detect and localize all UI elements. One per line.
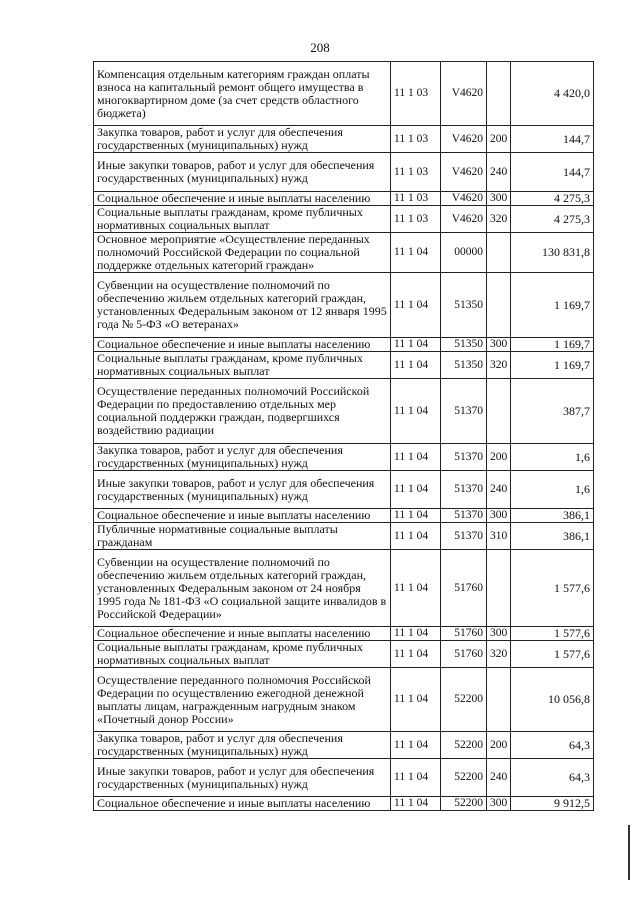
row-target-code: 51370 xyxy=(441,444,487,471)
table-row xyxy=(94,641,594,668)
row-name: Осуществление переданного полномочия Российской Федерации по осуществлению ежегодной денежной выплаты лицам, награжденным нагрудным знаком «Почетный донор России» xyxy=(94,668,391,732)
row-amount: 4 275,3 xyxy=(511,192,594,206)
row-name: Закупка товаров, работ и услуг для обеспечения государственных (муниципальных) нужд xyxy=(94,732,391,759)
table-row xyxy=(94,126,594,153)
row-amount: 64,3 xyxy=(511,759,594,797)
table-row xyxy=(94,444,594,471)
row-section-code: 11 1 03 xyxy=(391,192,441,206)
row-target-code: 51760 xyxy=(441,641,487,668)
row-target-code: V4620 xyxy=(441,206,487,233)
row-name: Субвенции на осуществление полномочий по обеспечению жильем отдельных категорий граждан, установленных Федеральным законом от 12 января 1995 года № 5-ФЗ «О ветеранах» xyxy=(94,273,391,338)
row-name: Закупка товаров, работ и услуг для обеспечения государственных (муниципальных) нужд xyxy=(94,444,391,471)
row-name: Социальные выплаты гражданам, кроме публичных нормативных социальных выплат xyxy=(94,641,391,668)
row-target-code: 00000 xyxy=(441,233,487,273)
row-section-code: 11 1 04 xyxy=(391,759,441,797)
row-section-code: 11 1 03 xyxy=(391,126,441,153)
row-section-code: 11 1 04 xyxy=(391,627,441,641)
row-expense-type: 300 xyxy=(487,797,511,811)
table-row xyxy=(94,233,594,273)
row-section-code: 11 1 03 xyxy=(391,206,441,233)
row-name: Публичные нормативные социальные выплаты гражданам xyxy=(94,523,391,550)
row-target-code: 52200 xyxy=(441,797,487,811)
row-section-code: 11 1 04 xyxy=(391,641,441,668)
row-target-code: 52200 xyxy=(441,759,487,797)
table-row xyxy=(94,352,594,379)
row-name: Иные закупки товаров, работ и услуг для обеспечения государственных (муниципальных) нужд xyxy=(94,153,391,192)
row-expense-type: 240 xyxy=(487,759,511,797)
row-expense-type: 200 xyxy=(487,732,511,759)
row-name: Социальное обеспечение и иные выплаты населению xyxy=(94,509,391,523)
row-amount: 1 169,7 xyxy=(511,273,594,338)
row-section-code: 11 1 04 xyxy=(391,379,441,444)
row-name: Закупка товаров, работ и услуг для обеспечения государственных (муниципальных) нужд xyxy=(94,126,391,153)
row-name: Социальные выплаты гражданам, кроме публичных нормативных социальных выплат xyxy=(94,352,391,379)
row-expense-type: 200 xyxy=(487,444,511,471)
row-section-code: 11 1 04 xyxy=(391,668,441,732)
row-target-code: V4620 xyxy=(441,153,487,192)
row-amount: 130 831,8 xyxy=(511,233,594,273)
row-expense-type: 240 xyxy=(487,153,511,192)
table-row xyxy=(94,192,594,206)
row-section-code: 11 1 03 xyxy=(391,62,441,126)
row-expense-type xyxy=(487,273,511,338)
row-target-code: 51350 xyxy=(441,273,487,338)
row-amount: 144,7 xyxy=(511,126,594,153)
row-section-code: 11 1 04 xyxy=(391,509,441,523)
row-expense-type: 300 xyxy=(487,192,511,206)
row-target-code: 51350 xyxy=(441,338,487,352)
table-row xyxy=(94,273,594,338)
table-row xyxy=(94,550,594,627)
table-row xyxy=(94,759,594,797)
table-row xyxy=(94,62,594,126)
table-row xyxy=(94,471,594,509)
table-row xyxy=(94,153,594,192)
row-name: Осуществление переданных полномочий Российской Федерации по предоставлению отдельных мер социальной поддержки граждан, подвергшихся воздействию радиации xyxy=(94,379,391,444)
row-amount: 144,7 xyxy=(511,153,594,192)
table-row xyxy=(94,379,594,444)
scan-edge-mark xyxy=(628,825,630,880)
row-section-code: 11 1 04 xyxy=(391,732,441,759)
row-amount: 1,6 xyxy=(511,444,594,471)
budget-table xyxy=(93,61,594,811)
row-expense-type xyxy=(487,62,511,126)
row-section-code: 11 1 04 xyxy=(391,550,441,627)
row-amount: 386,1 xyxy=(511,509,594,523)
row-name: Иные закупки товаров, работ и услуг для обеспечения государственных (муниципальных) нужд xyxy=(94,759,391,797)
row-expense-type: 320 xyxy=(487,352,511,379)
row-amount: 1 577,6 xyxy=(511,627,594,641)
row-name: Социальное обеспечение и иные выплаты населению xyxy=(94,192,391,206)
row-target-code: V4620 xyxy=(441,62,487,126)
row-name: Иные закупки товаров, работ и услуг для обеспечения государственных (муниципальных) нужд xyxy=(94,471,391,509)
row-name: Социальное обеспечение и иные выплаты населению xyxy=(94,797,391,811)
row-expense-type xyxy=(487,379,511,444)
row-name: Социальное обеспечение и иные выплаты населению xyxy=(94,627,391,641)
row-section-code: 11 1 03 xyxy=(391,153,441,192)
table-row xyxy=(94,732,594,759)
row-section-code: 11 1 04 xyxy=(391,233,441,273)
row-expense-type: 200 xyxy=(487,126,511,153)
row-expense-type: 300 xyxy=(487,627,511,641)
row-section-code: 11 1 04 xyxy=(391,523,441,550)
row-expense-type xyxy=(487,668,511,732)
row-name: Компенсация отдельным категориям граждан оплаты взноса на капитальный ремонт общего имущества в многоквартирном доме (за счет средств областного бюджета) xyxy=(94,62,391,126)
table-row xyxy=(94,509,594,523)
row-amount: 386,1 xyxy=(511,523,594,550)
row-expense-type: 300 xyxy=(487,338,511,352)
table-row xyxy=(94,206,594,233)
row-name: Социальное обеспечение и иные выплаты населению xyxy=(94,338,391,352)
row-target-code: V4620 xyxy=(441,192,487,206)
row-target-code: 51370 xyxy=(441,509,487,523)
table-row xyxy=(94,668,594,732)
row-section-code: 11 1 04 xyxy=(391,352,441,379)
table-row xyxy=(94,797,594,811)
row-expense-type xyxy=(487,233,511,273)
row-expense-type: 310 xyxy=(487,523,511,550)
row-amount: 4 420,0 xyxy=(511,62,594,126)
row-name: Социальные выплаты гражданам, кроме публичных нормативных социальных выплат xyxy=(94,206,391,233)
row-amount: 1 577,6 xyxy=(511,550,594,627)
page-number: 208 xyxy=(310,40,330,55)
row-amount: 9 912,5 xyxy=(511,797,594,811)
row-expense-type: 320 xyxy=(487,641,511,668)
row-name: Основное мероприятие «Осуществление переданных полномочий Российской Федерации по социальной поддержке отдельных категорий граждан» xyxy=(94,233,391,273)
row-section-code: 11 1 04 xyxy=(391,797,441,811)
table-row xyxy=(94,627,594,641)
row-section-code: 11 1 04 xyxy=(391,471,441,509)
row-amount: 1 169,7 xyxy=(511,352,594,379)
row-target-code: V4620 xyxy=(441,126,487,153)
row-expense-type: 300 xyxy=(487,509,511,523)
row-target-code: 51760 xyxy=(441,627,487,641)
table-row xyxy=(94,338,594,352)
row-expense-type: 320 xyxy=(487,206,511,233)
row-name: Субвенции на осуществление полномочий по обеспечению жильем отдельных категорий граждан, установленных Федеральным законом от 24 ноября 1995 года № 181-ФЗ «О социальной защите инвалидов в Российской Федерации» xyxy=(94,550,391,627)
row-expense-type xyxy=(487,550,511,627)
row-amount: 387,7 xyxy=(511,379,594,444)
row-amount: 1,6 xyxy=(511,471,594,509)
row-section-code: 11 1 04 xyxy=(391,444,441,471)
row-target-code: 51370 xyxy=(441,379,487,444)
row-amount: 4 275,3 xyxy=(511,206,594,233)
row-section-code: 11 1 04 xyxy=(391,273,441,338)
row-section-code: 11 1 04 xyxy=(391,338,441,352)
row-target-code: 51350 xyxy=(441,352,487,379)
budget-table-body xyxy=(94,62,594,811)
row-amount: 64,3 xyxy=(511,732,594,759)
row-amount: 1 577,6 xyxy=(511,641,594,668)
row-amount: 1 169,7 xyxy=(511,338,594,352)
row-target-code: 52200 xyxy=(441,668,487,732)
row-amount: 10 056,8 xyxy=(511,668,594,732)
row-target-code: 51760 xyxy=(441,550,487,627)
table-row xyxy=(94,523,594,550)
row-expense-type: 240 xyxy=(487,471,511,509)
row-target-code: 52200 xyxy=(441,732,487,759)
row-target-code: 51370 xyxy=(441,471,487,509)
row-target-code: 51370 xyxy=(441,523,487,550)
